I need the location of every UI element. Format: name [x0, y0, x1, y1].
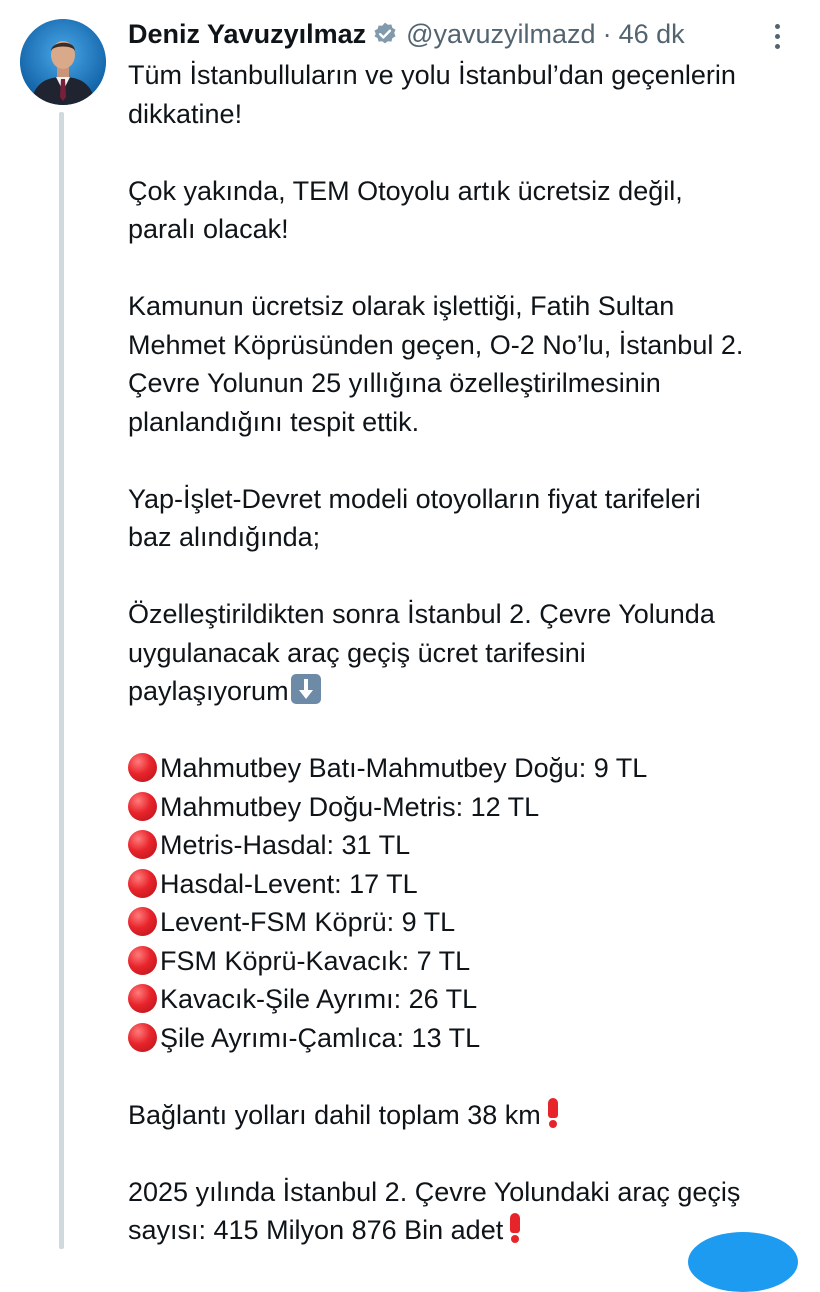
more-dot-icon: [775, 34, 780, 39]
toll-item: Mahmutbey Batı-Mahmutbey Doğu: 9 TL: [128, 749, 808, 788]
more-dot-icon: [775, 24, 780, 29]
more-dot-icon: [775, 44, 780, 49]
tweet-header: [128, 14, 685, 54]
toll-list: [128, 749, 808, 1057]
red-circle-emoji-icon: [128, 1023, 157, 1052]
paragraph-traffic-count: 2025 yılında İstanbul 2. Çevre Yolundaki araç geçiş sayısı: 415 Milyon 876 Bin adet: [128, 1176, 741, 1245]
author-name[interactable]: Deniz Yavuzyılmaz: [128, 18, 367, 49]
toll-item: FSM Köprü-Kavacık: 7 TL: [128, 942, 808, 981]
header-separator: ·: [602, 18, 612, 49]
paragraph-model: Yap-İşlet-Devret modeli otoyolların fiyat tarifeleri baz alındığında;: [128, 483, 701, 552]
compose-button-edge[interactable]: [688, 1232, 798, 1292]
paragraph-announcement: Çok yakında, TEM Otoyolu artık ücretsiz değil, paralı olacak!: [128, 175, 683, 244]
red-circle-emoji-icon: [128, 792, 157, 821]
toll-item: Şile Ayrımı-Çamlıca: 13 TL: [128, 1019, 808, 1058]
tweet-text: [128, 56, 808, 1250]
toll-item: Metris-Hasdal: 31 TL: [128, 826, 808, 865]
toll-item: Kavacık-Şile Ayrımı: 26 TL: [128, 980, 808, 1019]
red-exclamation-emoji-icon: [509, 1213, 521, 1243]
author-handle[interactable]: @yavuzyilmazd: [406, 18, 596, 49]
red-circle-emoji-icon: [128, 984, 157, 1013]
verified-badge-icon: [372, 21, 398, 47]
toll-item: Levent-FSM Köprü: 9 TL: [128, 903, 808, 942]
post-time[interactable]: 46 dk: [618, 18, 685, 49]
red-circle-emoji-icon: [128, 869, 157, 898]
avatar-image: [20, 19, 106, 105]
red-circle-emoji-icon: [128, 753, 157, 782]
red-circle-emoji-icon: [128, 946, 157, 975]
toll-item: Mahmutbey Doğu-Metris: 12 TL: [128, 788, 808, 827]
more-options-button[interactable]: [762, 18, 792, 54]
paragraph-tariff-intro: Özelleştirildikten sonra İstanbul 2. Çevre Yolunda uygulanacak araç geçiş ücret tarifesini paylaşıyorum: [128, 599, 715, 706]
toll-item: Hasdal-Levent: 17 TL: [128, 865, 808, 904]
red-circle-emoji-icon: [128, 907, 157, 936]
paragraph-privatization: Kamunun ücretsiz olarak işlettiği, Fatih Sultan Mehmet Köprüsünden geçen, O-2 No’lu, İstanbul 2. Çevre Yolunun 25 yıllığına özelleştirilmesinin planlandığını tespit ettik.: [128, 291, 744, 437]
red-circle-emoji-icon: [128, 830, 157, 859]
paragraph-distance: Bağlantı yolları dahil toplam 38 km: [128, 1096, 808, 1135]
thread-line: [59, 112, 64, 1249]
red-exclamation-emoji-icon: [547, 1098, 559, 1128]
down-arrow-emoji-icon: [291, 674, 321, 704]
avatar[interactable]: [20, 19, 106, 105]
paragraph-intro: Tüm İstanbulluların ve yolu İstanbul’dan geçenlerin dikkatine!: [128, 60, 736, 129]
